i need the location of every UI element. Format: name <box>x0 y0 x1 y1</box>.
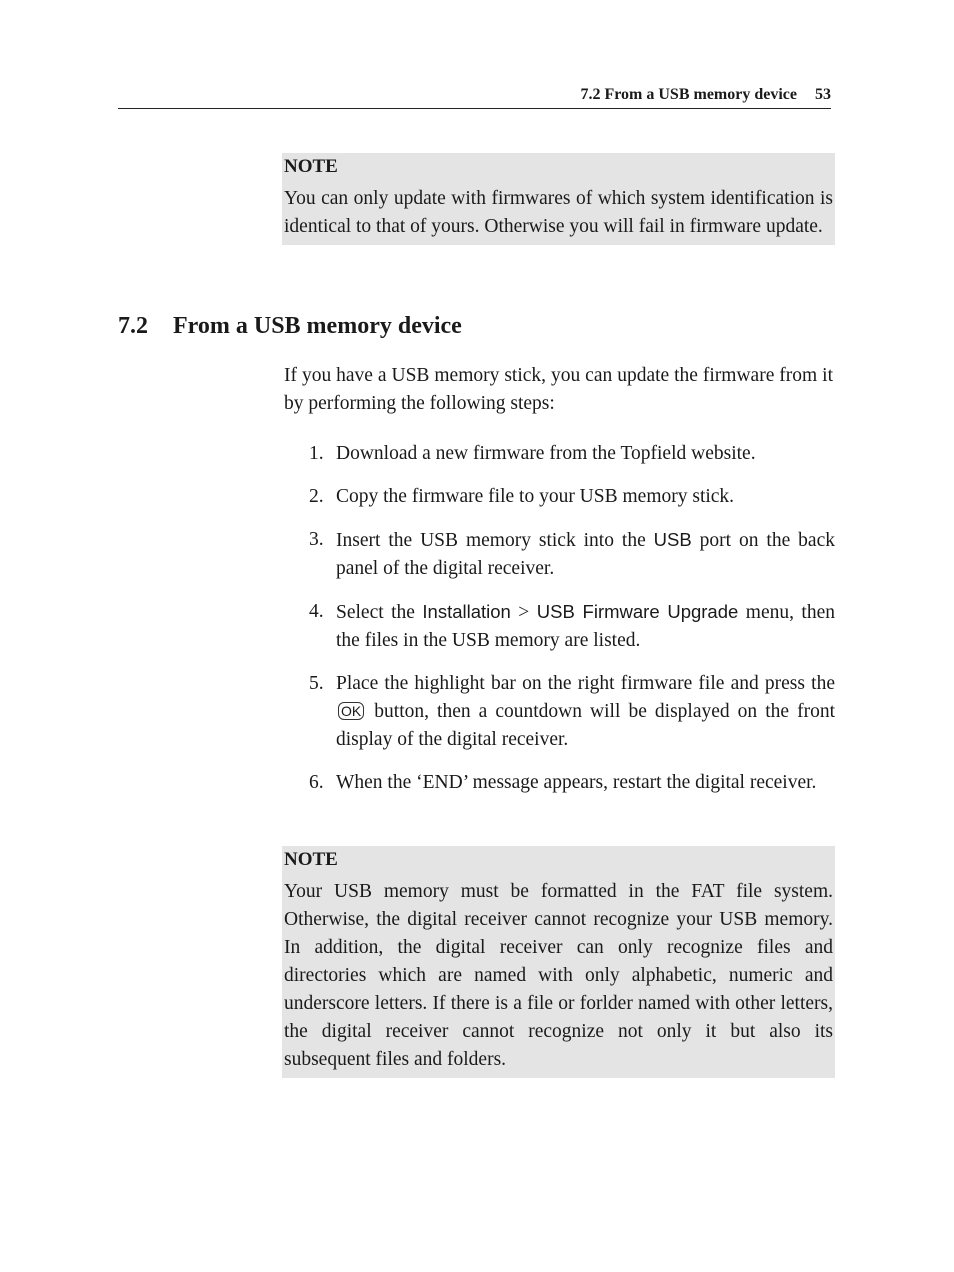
step-number: 2. <box>309 486 324 507</box>
menu-usb-firmware-upgrade-label: USB Firmware Upgrade <box>536 601 739 622</box>
list-item <box>284 440 835 468</box>
running-header <box>118 86 831 109</box>
list-item <box>284 483 835 511</box>
section-number: 7.2 <box>118 313 148 339</box>
steps-list <box>284 440 835 812</box>
step-number: 5. <box>309 673 324 694</box>
step-text: Download a new firmware from the Topfield website. <box>336 443 756 464</box>
step-text-post: port on the back panel of the digital receiver. <box>336 530 835 579</box>
step-number: 4. <box>309 601 324 622</box>
section-heading <box>118 313 462 340</box>
ok-key-icon: OK <box>338 702 364 720</box>
list-item <box>284 670 835 754</box>
note-title: NOTE <box>284 849 338 870</box>
list-item <box>284 598 835 655</box>
usb-port-label: USB <box>653 529 692 550</box>
step-number: 3. <box>309 529 324 550</box>
list-item <box>284 769 835 797</box>
note-box-usb-format <box>282 846 835 1078</box>
note-body: Your USB memory must be formatted in the FAT file system. Otherwise, the digital receiver cannot recognize your USB memory. In addition, the digital receiver can only recognize files and directories which are named with only alphabetic, numeric and underscore letters. If there is a file or forlder named with other letters, the digital receiver cannot recognize not only it but also its subsequent files and folders. <box>284 881 833 1070</box>
page-number: 53 <box>815 86 831 103</box>
step-text-pre: Place the highlight bar on the right firmware file and press the <box>336 673 835 694</box>
step-text-pre: Insert the USB memory stick into the <box>336 530 654 551</box>
step-text-pre: Select the <box>336 602 423 623</box>
note-title: NOTE <box>284 156 338 177</box>
menu-separator: > <box>510 602 537 623</box>
step-text-post: menu, then the files in the USB memory are listed. <box>336 602 836 651</box>
section-title: From a USB memory device <box>173 313 462 339</box>
menu-installation-label: Installation <box>422 601 511 622</box>
step-text: Copy the firmware file to your USB memory stick. <box>336 486 735 507</box>
step-number: 6. <box>309 772 324 793</box>
running-title: 7.2 From a USB memory device <box>580 86 797 103</box>
step-text: When the ‘END’ message appears, restart the digital receiver. <box>336 772 817 793</box>
step-text-post: button, then a countdown will be displayed on the front display of the digital receiver. <box>336 701 835 750</box>
note-body: You can only update with firmwares of which system identification is identical to that of yours. Otherwise you will fail in firmware update. <box>284 188 833 237</box>
list-item <box>284 526 835 583</box>
intro-paragraph: If you have a USB memory stick, you can update the firmware from it by performing the following steps: <box>284 365 833 414</box>
step-number: 1. <box>309 443 324 464</box>
note-box-firmware-id <box>282 153 835 245</box>
